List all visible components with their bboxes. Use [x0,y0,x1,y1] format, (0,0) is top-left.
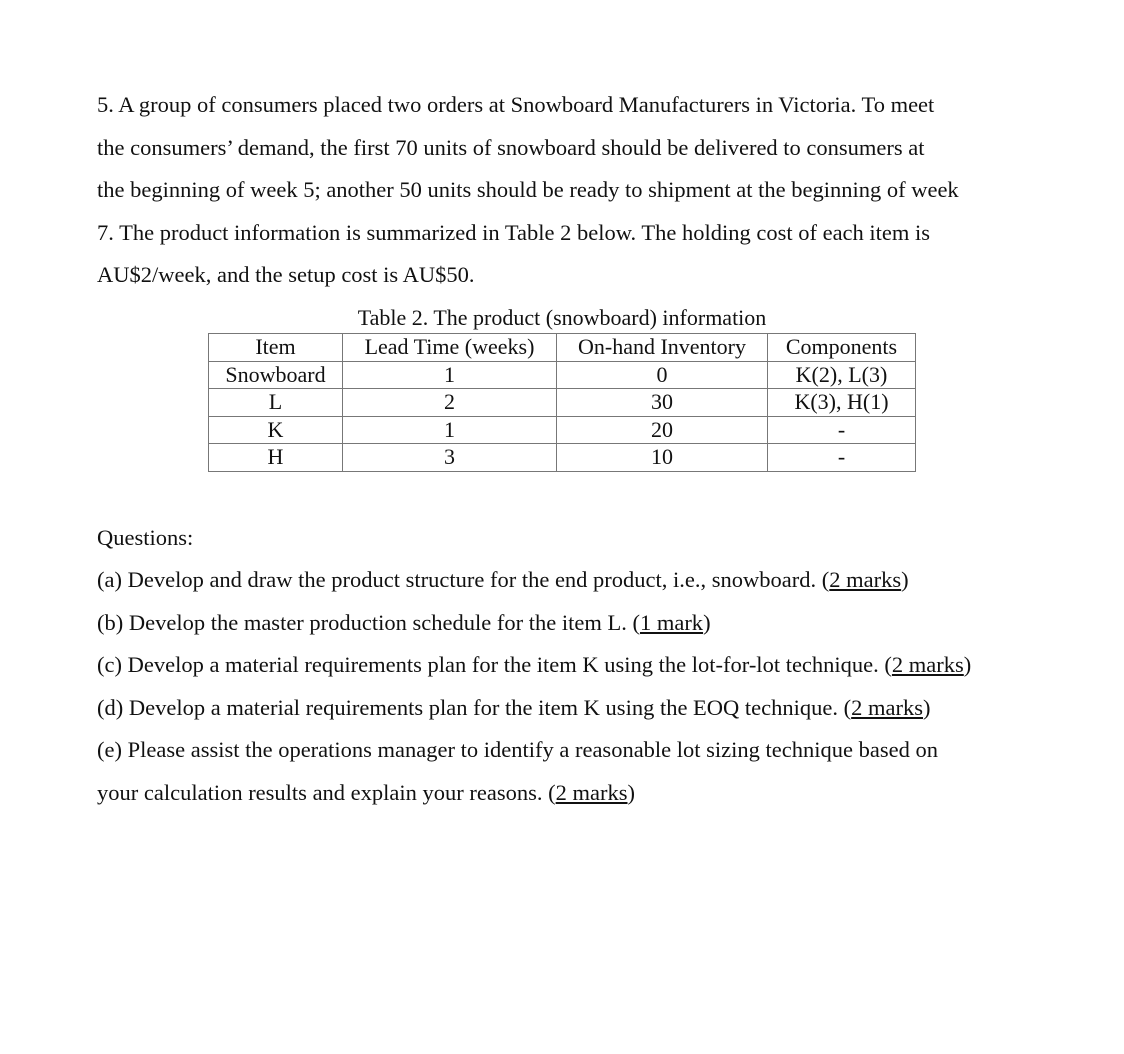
table-cell: 0 [557,361,768,389]
question-c: (c) Develop a material requirements plan for the item K using the lot-for-lot technique. (2 marks) [97,652,972,677]
product-info-table [208,333,916,472]
problem-line: the consumers’ demand, the first 70 units of snowboard should be delivered to consumers at [97,135,925,160]
question-text: your calculation results and explain your reasons. [97,780,549,805]
table-cell: Snowboard [209,361,343,389]
question-e [97,737,938,763]
question-marks: 1 mark [639,610,704,635]
question-b: (b) Develop the master production schedule for the item L. (1 mark) [97,610,711,635]
table-cell: 3 [343,444,557,472]
problem-line: 5. A group of consumers placed two orders at Snowboard Manufacturers in Victoria. To meet [97,92,935,117]
table-row [209,444,916,472]
problem-line: AU$2/week, and the setup cost is AU$50. [97,262,475,287]
header-cell: Lead Time (weeks) [343,334,557,362]
header-cell: On-hand Inventory [557,334,768,362]
question-text: (b) Develop the master production schedule for the item L. [97,610,633,635]
table-cell: K(3), H(1) [768,389,916,417]
question-a: (a) Develop and draw the product structure for the end product, i.e., snowboard. (2 marks) [97,567,909,592]
problem-line: 7. The product information is summarized in Table 2 below. The holding cost of each item is [97,220,931,245]
table-cell: 2 [343,389,557,417]
problem-line: the beginning of week 5; another 50 units should be ready to shipment at the beginning of week [97,177,959,202]
question-text: (a) Develop and draw the product structure for the end product, i.e., snowboard. [97,567,822,592]
table-row [209,389,916,417]
question-marks: 2 marks [851,695,924,720]
table-cell: 10 [557,444,768,472]
table-cell: 30 [557,389,768,417]
question-marks: 2 marks [829,567,902,592]
question-d: (d) Develop a material requirements plan for the item K using the EOQ technique. (2 marks) [97,695,931,720]
questions-heading: Questions: [97,525,194,550]
table-row [209,416,916,444]
question-text: (c) Develop a material requirements plan for the item K using the lot-for-lot technique. [97,652,885,677]
table-cell: K(2), L(3) [768,361,916,389]
table-cell: 1 [343,361,557,389]
table-cell: 1 [343,416,557,444]
table-cell: L [209,389,343,417]
header-cell: Components [768,334,916,362]
question-marks: 2 marks [891,652,964,677]
question-text: (e) Please assist the operations manager to identify a reasonable lot sizing technique based on [97,737,938,762]
table-row [209,361,916,389]
table-caption: Table 2. The product (snowboard) information [357,305,767,330]
table-cell: - [768,444,916,472]
table-cell: K [209,416,343,444]
table-cell: - [768,416,916,444]
question-text: (d) Develop a material requirements plan for the item K using the EOQ technique. [97,695,844,720]
table-cell: H [209,444,343,472]
question-e-continued: your calculation results and explain your reasons. (2 marks) [97,780,635,805]
table-header-row [209,334,916,362]
question-marks: 2 marks [555,780,628,805]
header-cell: Item [209,334,343,362]
table-cell: 20 [557,416,768,444]
